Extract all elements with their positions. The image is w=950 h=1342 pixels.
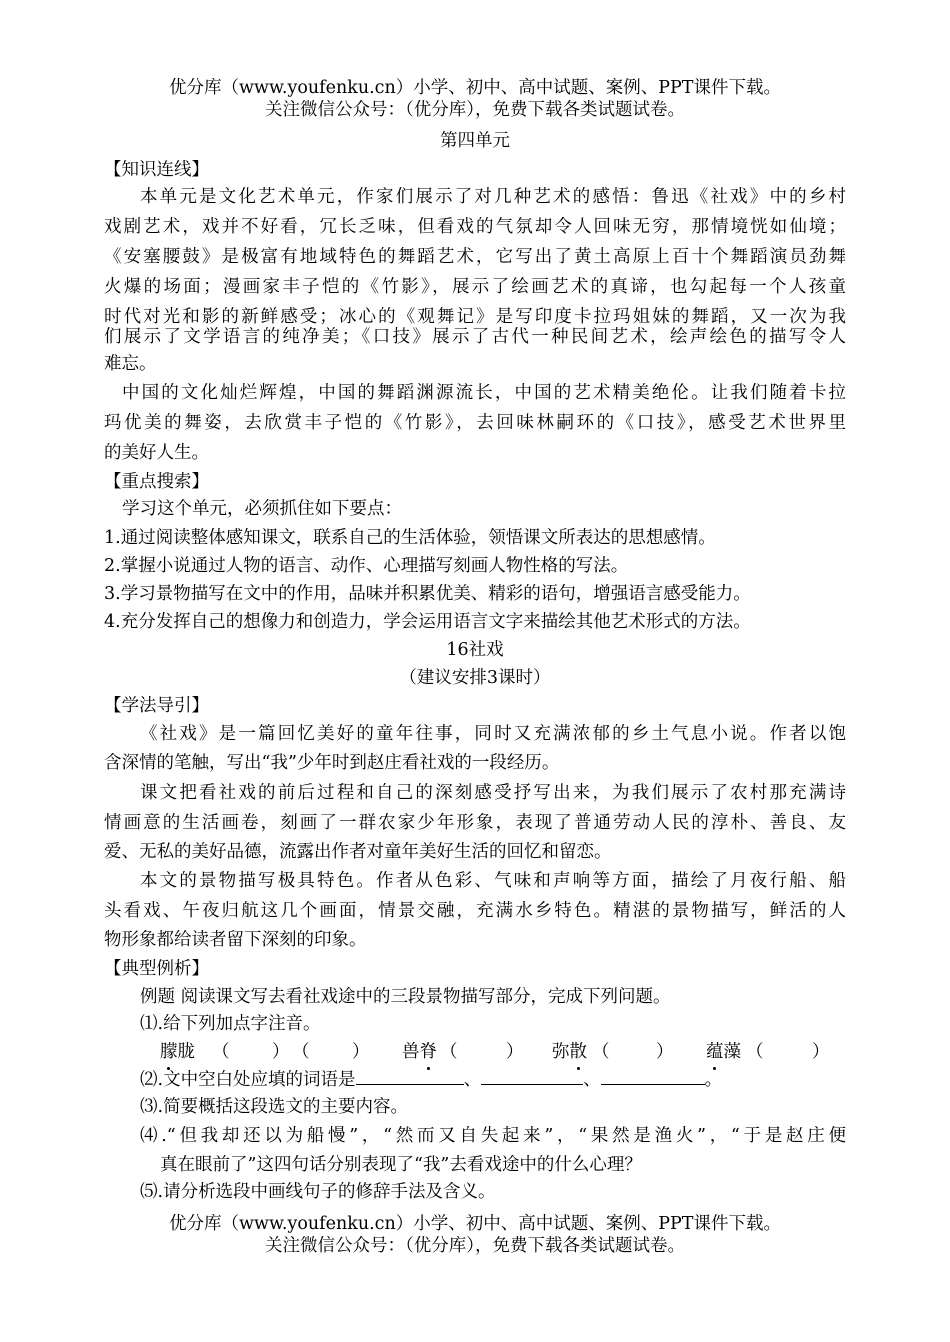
header-line-1: 优分库（www.youfenku.cn）小学、初中、高中试题、案例、PPT课件下载。 xyxy=(169,78,781,98)
blank-3[interactable] xyxy=(601,1068,705,1085)
example-heading: 【典型例析】 xyxy=(104,959,209,979)
method-p2-line-2: 情画意的生活画卷，刻画了一群农家少年形象，表现了普通劳动人民的淳朴、善良、友 xyxy=(104,813,846,833)
blank-2[interactable] xyxy=(481,1068,583,1085)
method-p3-line-2: 头看戏、午夜归航这几个画面，情景交融，充满水乡特色。精湛的景物描写，鲜活的人 xyxy=(104,901,846,921)
footer-line-1: 优分库（www.youfenku.cn）小学、初中、高中试题、案例、PPT课件下载。 xyxy=(169,1214,781,1234)
question-2: ⑵.文中空白处应填的词语是 、 、 。 xyxy=(140,1070,723,1090)
paren-open-2: （ xyxy=(440,1042,458,1062)
header-line-2: 关注微信公众号：（优分库），免费下载各类试题试卷。 xyxy=(265,100,685,120)
paren-open-3: （ xyxy=(592,1042,610,1062)
focus-item-1: 1.通过阅读整体感知课文，联系自己的生活体验，领悟课文所表达的思想感情。 xyxy=(104,528,716,548)
knowledge-p2-line-1: 中国的文化灿烂辉煌，中国的舞蹈渊源流长，中国的艺术精美绝伦。让我们随着卡拉 xyxy=(122,383,846,403)
knowledge-p1-line-6: 们展示了文学语言的纯净美；《口技》展示了古代一种民间艺术，绘声绘色的描写令人 xyxy=(104,327,846,347)
example-prompt: 例题 阅读课文写去看社戏途中的三段景物描写部分，完成下列问题。 xyxy=(140,987,671,1007)
paren-open-1: （ xyxy=(212,1042,230,1062)
method-p2-line-1: 课文把看社戏的前后过程和自己的深刻感受抒写出来，为我们展示了农村那充满诗 xyxy=(140,783,846,803)
method-heading: 【学法导引】 xyxy=(104,696,209,716)
pinyin-row xyxy=(0,1040,950,1064)
focus-item-4: 4.充分发挥自己的想像力和创造力，学会运用语言文字来描绘其他艺术形式的方法。 xyxy=(104,612,751,632)
knowledge-p1-line-2: 戏剧艺术，戏并不好看，冗长乏味，但看戏的气氛却令人回味无穷，那情境恍如仙境； xyxy=(104,217,846,237)
blank-1[interactable] xyxy=(356,1068,464,1085)
method-p3-line-3: 物形象都给读者留下深刻的印象。 xyxy=(104,930,367,950)
question-1: ⑴.给下列加点字注音。 xyxy=(140,1014,321,1034)
knowledge-p2-line-2: 玛优美的舞姿，去欣赏丰子恺的《竹影》，去回味林嗣环的《口技》，感受艺术世界里 xyxy=(104,413,846,433)
knowledge-p1-line-1: 本单元是文化艺术单元，作家们展示了对几种艺术的感悟：鲁迅《社戏》中的乡村 xyxy=(140,187,846,207)
knowledge-p2-line-3: 的美好人生。 xyxy=(104,443,209,463)
question-3: ⑶.简要概括这段选文的主要内容。 xyxy=(140,1097,409,1117)
paren-close-1: ） xyxy=(272,1042,290,1062)
focus-item-2: 2.掌握小说通过人物的语言、动作、心理描写刻画人物性格的写法。 xyxy=(104,556,629,576)
method-p1-line-1: 《社戏》是一篇回忆美好的童年往事，同时又充满浓郁的乡土气息小说。作者以饱 xyxy=(140,724,846,744)
lesson-subtitle: （建议安排3课时） xyxy=(399,668,551,688)
unit-title: 第四单元 xyxy=(440,131,510,151)
method-p1-line-2: 含深情的笔触，写出“我”少年时到赵庄看社戏的一段经历。 xyxy=(104,753,560,773)
focus-item-3: 3.学习景物描写在文中的作用，品味并积累优美、精彩的语句，增强语言感受能力。 xyxy=(104,584,751,604)
word-yunzao: 蕴藻 xyxy=(706,1042,741,1062)
paren-close-2: ） xyxy=(506,1042,524,1062)
paren-open-4: （ xyxy=(746,1042,764,1062)
lesson-title: 16社戏 xyxy=(446,640,504,660)
method-p3-line-1: 本文的景物描写极具特色。作者从色彩、气味和声响等方面，描绘了月夜行船、船 xyxy=(140,871,846,891)
knowledge-p1-line-5: 时代对光和影的新鲜感受；冰心的《观舞记》是写印度卡拉玛姐妹的舞蹈，又一次为我 xyxy=(104,307,846,327)
question-4-line-1: ⑷.“但我却还以为船慢”，“然而又自失起来”，“果然是渔火”，“于是赵庄便 xyxy=(140,1126,846,1146)
knowledge-heading: 【知识连线】 xyxy=(104,160,209,180)
question-4-line-2: 真在眼前了”这四句话分别表现了“我”去看戏途中的什么心理？ xyxy=(160,1155,642,1175)
knowledge-p1-line-3: 《安塞腰鼓》是极富有地域特色的舞蹈艺术，它写出了黄土高原上百十个舞蹈演员劲舞 xyxy=(104,247,846,267)
paren-close-3: ） xyxy=(656,1042,674,1062)
knowledge-p1-line-4: 火爆的场面；漫画家丰子恺的《竹影》，展示了绘画艺术的真谛，也勾起每一个人孩童 xyxy=(104,277,846,297)
paren-close-1b: ） xyxy=(352,1042,370,1062)
paren-open-1b: （ xyxy=(292,1042,310,1062)
footer-line-2: 关注微信公众号：（优分库），免费下载各类试题试卷。 xyxy=(265,1236,685,1256)
question-5: ⑸.请分析选段中画线句子的修辞手法及含义。 xyxy=(140,1182,496,1202)
word-misan: 弥散 xyxy=(552,1042,587,1062)
focus-heading: 【重点搜索】 xyxy=(104,472,209,492)
word-menglong: 朦胧 xyxy=(160,1042,195,1062)
focus-intro: 学习这个单元，必须抓住如下要点： xyxy=(122,499,402,519)
method-p2-line-3: 爱、无私的美好品德，流露出作者对童年美好生活的回忆和留恋。 xyxy=(104,842,612,862)
word-shouji: 兽脊 xyxy=(402,1042,437,1062)
paren-close-4: ） xyxy=(812,1042,830,1062)
knowledge-p1-line-7: 难忘。 xyxy=(104,354,157,374)
